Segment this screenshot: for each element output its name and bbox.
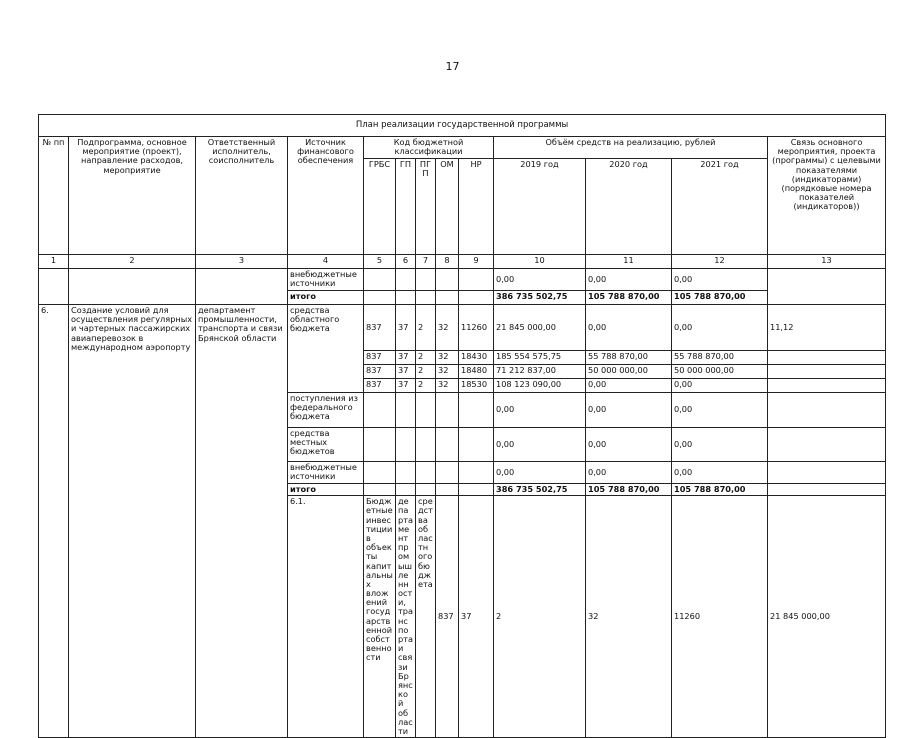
total-2020: 105 788 870,00	[586, 291, 672, 305]
gp-cell: 37	[396, 351, 416, 365]
item-name: Бюджетные инвестиции в объекты капитальных вложений государственной собственности	[364, 496, 396, 738]
value-2020: 0,00	[586, 379, 672, 393]
column-number: 12	[672, 255, 768, 269]
om-cell: 32	[436, 379, 459, 393]
header-2021: 2021 год	[672, 159, 768, 255]
column-number: 5	[364, 255, 396, 269]
pgp-cell: 2	[494, 496, 586, 738]
column-number: 7	[416, 255, 436, 269]
value-2021: 0,00	[672, 393, 768, 428]
total-2021: 105 788 870,00	[672, 291, 768, 305]
total-2019: 386 735 502,75	[494, 291, 586, 305]
header-nr: НР	[459, 159, 494, 255]
value-2020: 0,00	[586, 305, 672, 351]
column-number: 3	[196, 255, 288, 269]
pgp-cell: 2	[416, 351, 436, 365]
item-number: 6.1.	[288, 496, 364, 738]
column-number: 11	[586, 255, 672, 269]
value-2019: 108 123 090,00	[494, 379, 586, 393]
column-number: 1	[39, 255, 69, 269]
value-2020: 0,00	[586, 393, 672, 428]
header-grbs: ГРБС	[364, 159, 396, 255]
value-2019: 21 845 000,00	[494, 305, 586, 351]
source-label: средства местных бюджетов	[288, 428, 364, 462]
total-label: итого	[288, 291, 364, 305]
column-number: 10	[494, 255, 586, 269]
value-2019: 71 212 837,00	[494, 365, 586, 379]
om-cell: 32	[436, 351, 459, 365]
column-number: 13	[768, 255, 886, 269]
total-label: итого	[288, 484, 364, 496]
value-2020: 50 000 000,00	[586, 365, 672, 379]
total-2020: 105 788 870,00	[586, 484, 672, 496]
total-2021: 105 788 870,00	[672, 484, 768, 496]
column-number: 4	[288, 255, 364, 269]
indicator-link	[768, 379, 886, 393]
header-source: Источник финансового обеспечения	[288, 137, 364, 255]
header-budget-code: Код бюджетной классификации	[364, 137, 494, 159]
column-number: 9	[459, 255, 494, 269]
gp-cell: 37	[396, 379, 416, 393]
value-2021: 0,00	[672, 428, 768, 462]
grbs-cell: 837	[364, 379, 396, 393]
pgp-cell: 2	[416, 305, 436, 351]
header-volume: Объём средств на реализацию, рублей	[494, 137, 768, 159]
om-cell: 32	[586, 496, 672, 738]
indicator-link	[768, 351, 886, 365]
value-2019: 0,00	[494, 428, 586, 462]
gp-cell: 37	[396, 365, 416, 379]
value-2019: 0,00	[494, 393, 586, 428]
value-2020: 0,00	[586, 462, 672, 484]
source-label: внебюджетные источники	[288, 269, 364, 291]
header-num: № пп	[39, 137, 69, 255]
indicator-link	[768, 365, 886, 379]
nr-cell: 18430	[459, 351, 494, 365]
item-name: Создание условий для осуществления регулярных и чартерных пассажирских авиаперевозок в международном аэропорту	[69, 305, 196, 738]
pgp-cell: 2	[416, 379, 436, 393]
item-responsible: департамент промышленности, транспорта и связи Брянской области	[196, 305, 288, 738]
value-2020: 0,00	[586, 269, 672, 291]
value-2021: 50 000 000,00	[672, 365, 768, 379]
nr-cell: 11260	[459, 305, 494, 351]
grbs-cell: 837	[364, 351, 396, 365]
column-number: 2	[69, 255, 196, 269]
column-number: 6	[396, 255, 416, 269]
value-2019: 0,00	[494, 269, 586, 291]
header-gp: ГП	[396, 159, 416, 255]
om-cell: 32	[436, 365, 459, 379]
source-label: средства областного бюджета	[416, 496, 436, 738]
source-label: поступления из федерального бюджета	[288, 393, 364, 428]
nr-cell: 11260	[672, 496, 768, 738]
source-label: средства областного бюджета	[288, 305, 364, 393]
column-number: 8	[436, 255, 459, 269]
table-row	[39, 269, 886, 291]
header-link: Связь основного мероприятия, проекта (программы) с целевыми показателями (индикаторами) (порядковые номера показателей (индикаторов))	[768, 137, 886, 255]
gp-cell: 37	[396, 305, 416, 351]
table-row	[39, 305, 886, 351]
nr-cell: 18530	[459, 379, 494, 393]
header-subprogram: Подпрограмма, основное мероприятие (проект), направление расходов, мероприятие	[69, 137, 196, 255]
value-2021: 0,00	[672, 269, 768, 291]
value-2020: 0,00	[586, 428, 672, 462]
column-number-row	[39, 255, 886, 269]
total-2019: 386 735 502,75	[494, 484, 586, 496]
header-2019: 2019 год	[494, 159, 586, 255]
grbs-cell: 837	[364, 305, 396, 351]
item-responsible: департамент промышленности, транспорта и связи Брянской области	[396, 496, 416, 738]
header-pgp: ПГП	[416, 159, 436, 255]
grbs-cell: 837	[364, 365, 396, 379]
header-responsible: Ответственный исполнитель, соисполнитель	[196, 137, 288, 255]
indicator-link: 11,12	[768, 305, 886, 351]
value-2020: 55 788 870,00	[586, 351, 672, 365]
gp-cell: 37	[459, 496, 494, 738]
item-number: 6.	[39, 305, 69, 738]
grbs-cell: 837	[436, 496, 459, 738]
value-2021: 0,00	[672, 379, 768, 393]
page-number: 17	[445, 60, 460, 73]
value-2019: 185 554 575,75	[494, 351, 586, 365]
header-2020: 2020 год	[586, 159, 672, 255]
header-om: ОМ	[436, 159, 459, 255]
value-2021: 55 788 870,00	[672, 351, 768, 365]
table-title: План реализации государственной программы	[39, 115, 886, 137]
value-2021: 0,00	[672, 305, 768, 351]
pgp-cell: 2	[416, 365, 436, 379]
program-plan-table	[38, 114, 886, 738]
source-label: внебюджетные источники	[288, 462, 364, 484]
value-2019: 0,00	[494, 462, 586, 484]
value-2019: 21 845 000,00	[768, 496, 886, 738]
value-2021: 0,00	[672, 462, 768, 484]
nr-cell: 18480	[459, 365, 494, 379]
om-cell: 32	[436, 305, 459, 351]
